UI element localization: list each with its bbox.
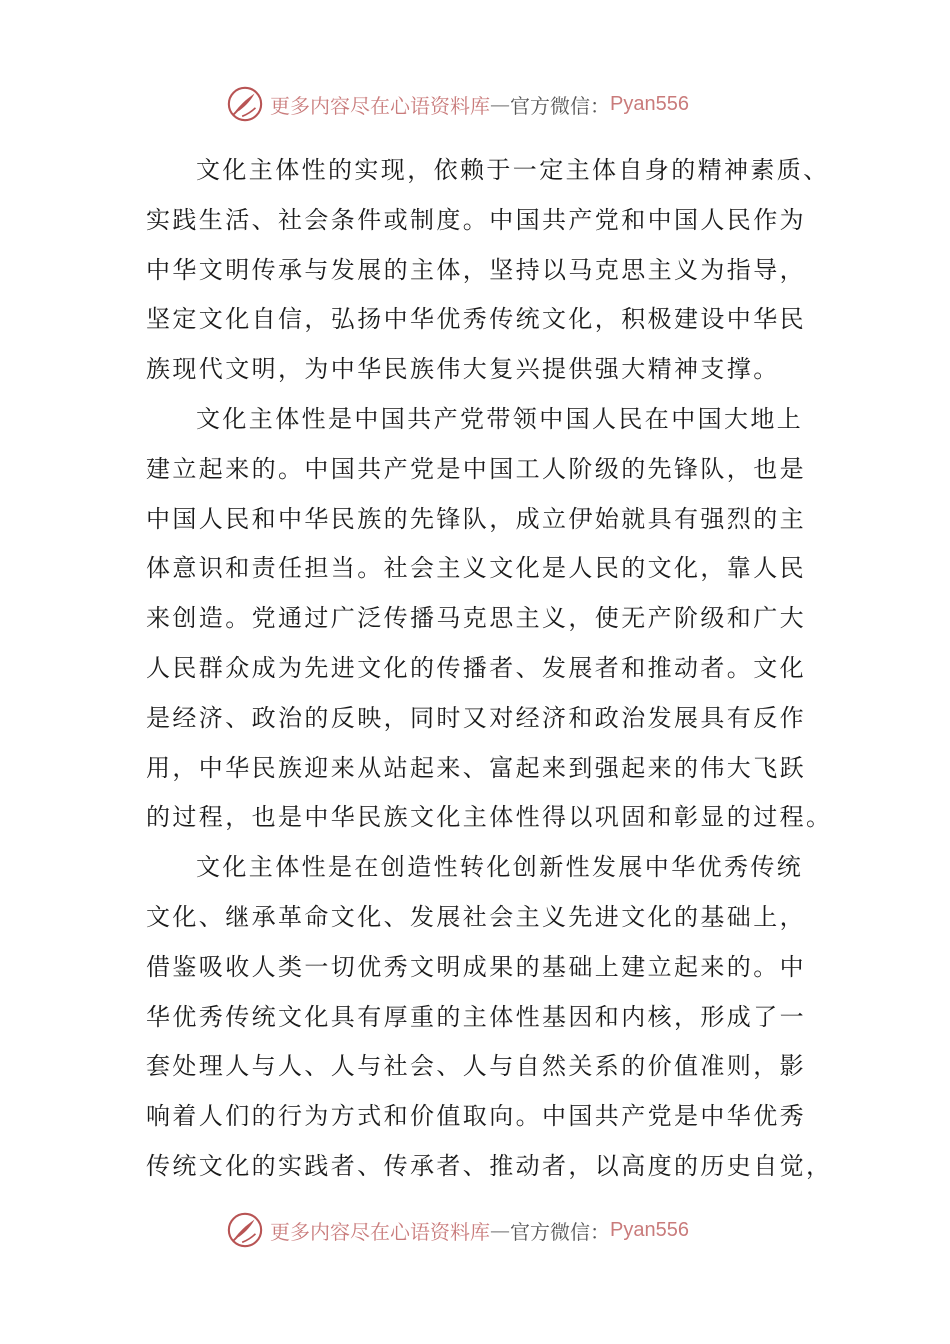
banner-wechat-id: Pyan556 xyxy=(610,92,689,115)
document-body xyxy=(146,146,833,1192)
pen-logo-icon xyxy=(226,1211,264,1249)
text-line: 实践生活、社会条件或制度。中国共产党和中国人民作为 xyxy=(146,205,806,234)
text-line: 文化主体性是中国共产党带领中国人民在中国大地上 xyxy=(196,404,804,433)
banner-separator: — xyxy=(490,92,510,116)
text-line: 套处理人与人、人与社会、人与自然关系的价值准则，影 xyxy=(146,1052,806,1081)
pen-logo-icon xyxy=(226,85,264,123)
text-line: 的过程，也是中华民族文化主体性得以巩固和彰显的过程。 xyxy=(146,803,833,832)
text-line: 文化主体性的实现，依赖于一定主体自身的精神素质、 xyxy=(196,156,830,184)
footer-banner xyxy=(226,1210,786,1250)
text-line: 来创造。党通过广泛传播马克思主义，使无产阶级和广大 xyxy=(146,604,806,633)
text-line: 是经济、政治的反映，同时又对经济和政治发展具有反作 xyxy=(146,703,806,732)
paragraph-3 xyxy=(146,843,833,1192)
text-line: 族现代文明，为中华民族伟大复兴提供强大精神支撑。 xyxy=(146,355,780,384)
paragraph-1 xyxy=(146,146,830,395)
banner-promo-text: 更多内容尽在心语资料库 xyxy=(270,93,490,118)
banner-promo-text: 更多内容尽在心语资料库 xyxy=(270,1219,490,1244)
text-line: 中国人民和中华民族的先锋队，成立伊始就具有强烈的主 xyxy=(146,504,806,533)
text-line: 华优秀传统文化具有厚重的主体性基因和内核，形成了一 xyxy=(146,1002,806,1031)
banner-label: 官方微信： xyxy=(510,93,610,118)
banner-label: 官方微信： xyxy=(510,1219,610,1244)
text-line: 借鉴吸收人类一切优秀文明成果的基础上建立起来的。中 xyxy=(146,952,806,981)
paragraph-2 xyxy=(146,395,833,843)
text-line: 响着人们的行为方式和价值取向。中国共产党是中华优秀 xyxy=(146,1102,806,1131)
text-line: 文化、继承革命文化、发展社会主义先进文化的基础上， xyxy=(146,902,806,931)
text-line: 传统文化的实践者、传承者、推动者，以高度的历史自觉， xyxy=(146,1151,833,1180)
text-line: 体意识和责任担当。社会主义文化是人民的文化，靠人民 xyxy=(146,554,806,583)
text-line: 文化主体性是在创造性转化创新性发展中华优秀传统 xyxy=(196,853,804,882)
text-line: 人民群众成为先进文化的传播者、发展者和推动者。文化 xyxy=(146,653,806,682)
text-line: 中华文明传承与发展的主体，坚持以马克思主义为指导， xyxy=(146,255,806,284)
header-banner xyxy=(226,84,786,124)
text-line: 用，中华民族迎来从站起来、富起来到强起来的伟大飞跃 xyxy=(146,753,806,782)
text-line: 建立起来的。中国共产党是中国工人阶级的先锋队，也是 xyxy=(146,454,806,483)
banner-wechat-id: Pyan556 xyxy=(610,1218,689,1241)
banner-separator: — xyxy=(490,1218,510,1242)
text-line: 坚定文化自信，弘扬中华优秀传统文化，积极建设中华民 xyxy=(146,305,806,334)
